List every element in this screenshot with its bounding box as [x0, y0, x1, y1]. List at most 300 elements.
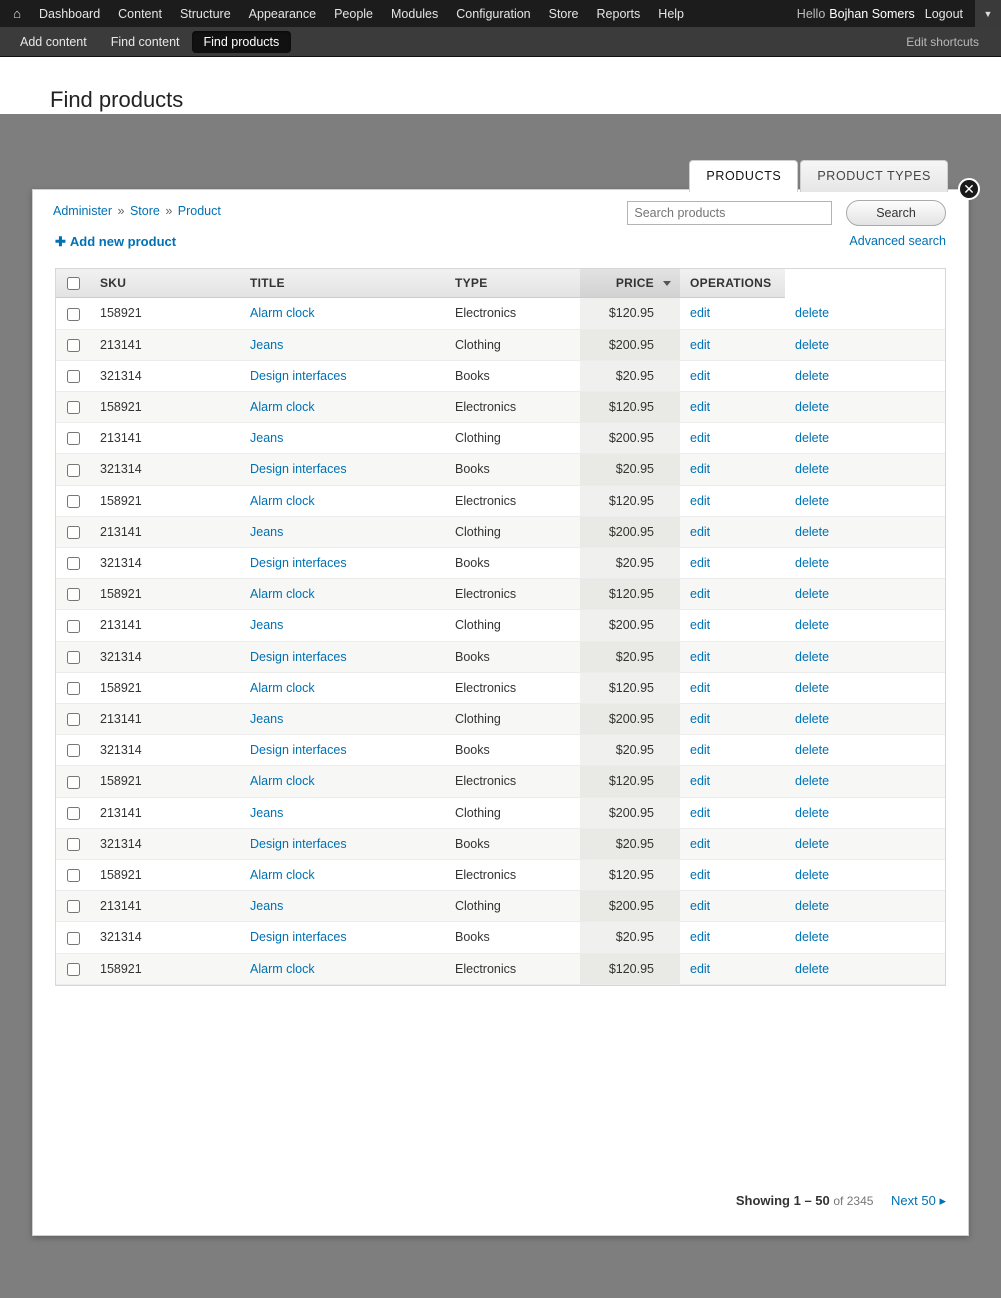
cell-edit: [680, 797, 785, 828]
tab-product-types[interactable]: PRODUCT TYPES: [800, 160, 948, 192]
cell-delete: [785, 610, 945, 641]
breadcrumb-administer[interactable]: Administer: [53, 204, 113, 218]
row-checkbox[interactable]: [67, 807, 80, 820]
cell-delete: [785, 423, 945, 454]
cell-edit: [680, 485, 785, 516]
breadcrumb-separator: »: [117, 204, 125, 218]
table-row: [56, 672, 945, 703]
product-title-link[interactable]: Jeans: [250, 618, 284, 633]
delete-link[interactable]: delete: [795, 930, 830, 945]
row-checkbox[interactable]: [67, 776, 80, 789]
product-title-link[interactable]: Alarm clock: [250, 400, 315, 415]
cell-price: $20.95: [580, 641, 680, 672]
cell-edit: [680, 610, 785, 641]
page-region: [0, 57, 1001, 1241]
cell-type: Books: [445, 828, 580, 859]
cell-price: $120.95: [580, 579, 680, 610]
shortcut-find-content[interactable]: Find content: [110, 34, 180, 49]
cell-title: [240, 485, 445, 516]
row-checkbox[interactable]: [67, 682, 80, 695]
cell-sku: 321314: [90, 547, 240, 578]
cell-edit: [680, 329, 785, 360]
table-row: [56, 454, 945, 485]
table-row: [56, 360, 945, 391]
delete-link[interactable]: delete: [795, 556, 830, 571]
toolbar-item-reports[interactable]: Reports: [596, 6, 641, 21]
product-title-link[interactable]: Alarm clock: [250, 961, 315, 976]
cell-sku: 158921: [90, 672, 240, 703]
table-head: [56, 269, 945, 298]
edit-link[interactable]: edit: [690, 836, 711, 851]
pager: [736, 1193, 946, 1209]
row-checkbox[interactable]: [67, 620, 80, 633]
row-checkbox[interactable]: [67, 838, 80, 851]
product-title-link[interactable]: Design interfaces: [250, 368, 347, 383]
search-button[interactable]: Search: [846, 200, 946, 226]
cell-price: $200.95: [580, 516, 680, 547]
delete-link[interactable]: delete: [795, 899, 830, 914]
delete-link[interactable]: delete: [795, 743, 830, 758]
chevron-down-icon[interactable]: ▼: [975, 0, 1001, 27]
row-select-cell: [56, 547, 90, 578]
cell-price: $20.95: [580, 735, 680, 766]
greeting-label: Hello: [796, 6, 826, 21]
cell-price: $20.95: [580, 360, 680, 391]
cell-type: Electronics: [445, 859, 580, 890]
cell-price: $200.95: [580, 423, 680, 454]
edit-link[interactable]: edit: [690, 774, 711, 789]
cell-type: Electronics: [445, 672, 580, 703]
table-row: [56, 735, 945, 766]
cell-type: Books: [445, 922, 580, 953]
cell-type: Clothing: [445, 797, 580, 828]
row-select-cell: [56, 360, 90, 391]
edit-link[interactable]: edit: [690, 712, 711, 727]
row-select-cell: [56, 423, 90, 454]
plus-icon: ✚: [55, 234, 66, 249]
cell-delete: [785, 516, 945, 547]
cell-edit: [680, 298, 785, 329]
row-checkbox[interactable]: [67, 651, 80, 664]
cell-type: Books: [445, 454, 580, 485]
product-title-link[interactable]: Design interfaces: [250, 556, 347, 571]
product-title-link[interactable]: Jeans: [250, 805, 284, 820]
cell-type: Electronics: [445, 298, 580, 329]
edit-link[interactable]: edit: [690, 462, 711, 477]
row-checkbox[interactable]: [67, 932, 80, 945]
advanced-search-link[interactable]: Advanced search: [849, 234, 946, 248]
row-select-cell: [56, 485, 90, 516]
cell-edit: [680, 516, 785, 547]
cell-edit: [680, 579, 785, 610]
cell-sku: 158921: [90, 579, 240, 610]
row-select-cell: [56, 766, 90, 797]
cell-edit: [680, 953, 785, 984]
table-body: [56, 298, 945, 984]
edit-link[interactable]: edit: [690, 618, 711, 633]
row-checkbox[interactable]: [67, 900, 80, 913]
row-select-cell: [56, 703, 90, 734]
table-row: [56, 891, 945, 922]
cell-delete: [785, 391, 945, 422]
edit-link[interactable]: edit: [690, 524, 711, 539]
row-checkbox[interactable]: [67, 526, 80, 539]
cell-edit: [680, 766, 785, 797]
cell-sku: 321314: [90, 454, 240, 485]
row-select-cell: [56, 579, 90, 610]
page-tabs: [687, 160, 948, 192]
edit-link[interactable]: edit: [690, 587, 711, 602]
cell-type: Clothing: [445, 610, 580, 641]
row-select-cell: [56, 953, 90, 984]
cell-sku: 321314: [90, 641, 240, 672]
delete-link[interactable]: delete: [795, 649, 830, 664]
cell-title: [240, 828, 445, 859]
cell-delete: [785, 766, 945, 797]
cell-delete: [785, 891, 945, 922]
cell-title: [240, 516, 445, 547]
edit-link[interactable]: edit: [690, 556, 711, 571]
cell-price: $120.95: [580, 298, 680, 329]
cell-edit: [680, 828, 785, 859]
edit-link[interactable]: edit: [690, 868, 711, 883]
cell-sku: 213141: [90, 423, 240, 454]
product-title-link[interactable]: Alarm clock: [250, 868, 315, 883]
table-row: [56, 797, 945, 828]
edit-link[interactable]: edit: [690, 493, 711, 508]
cell-title: [240, 922, 445, 953]
cell-delete: [785, 859, 945, 890]
edit-link[interactable]: edit: [690, 368, 711, 383]
delete-link[interactable]: delete: [795, 524, 830, 539]
edit-link[interactable]: edit: [690, 930, 711, 945]
row-checkbox[interactable]: [67, 308, 80, 321]
cell-edit: [680, 859, 785, 890]
delete-link[interactable]: delete: [795, 306, 830, 321]
pager-total: of 2345: [833, 1194, 874, 1208]
row-checkbox[interactable]: [67, 432, 80, 445]
cell-delete: [785, 485, 945, 516]
row-select-cell: [56, 329, 90, 360]
cell-delete: [785, 672, 945, 703]
cell-delete: [785, 329, 945, 360]
delete-link[interactable]: delete: [795, 462, 830, 477]
toolbar-item-help[interactable]: Help: [658, 6, 685, 21]
edit-link[interactable]: edit: [690, 400, 711, 415]
edit-link[interactable]: edit: [690, 805, 711, 820]
shortcut-find-products[interactable]: Find products: [192, 31, 292, 53]
delete-link[interactable]: delete: [795, 368, 830, 383]
cell-edit: [680, 703, 785, 734]
row-checkbox[interactable]: [67, 557, 80, 570]
cell-price: $200.95: [580, 703, 680, 734]
row-checkbox[interactable]: [67, 588, 80, 601]
product-title-link[interactable]: Alarm clock: [250, 493, 315, 508]
edit-link[interactable]: edit: [690, 649, 711, 664]
cell-type: Books: [445, 360, 580, 391]
row-checkbox[interactable]: [67, 713, 80, 726]
search-input[interactable]: [627, 201, 832, 225]
cell-edit: [680, 672, 785, 703]
cell-type: Clothing: [445, 891, 580, 922]
delete-link[interactable]: delete: [795, 587, 830, 602]
cell-sku: 213141: [90, 610, 240, 641]
cell-delete: [785, 298, 945, 329]
sort-descending-icon: [663, 281, 671, 286]
row-checkbox[interactable]: [67, 339, 80, 352]
table-row: [56, 859, 945, 890]
delete-link[interactable]: delete: [795, 712, 830, 727]
delete-link[interactable]: delete: [795, 805, 830, 820]
cell-sku: 213141: [90, 329, 240, 360]
cell-delete: [785, 703, 945, 734]
cell-type: Electronics: [445, 766, 580, 797]
cell-price: $20.95: [580, 828, 680, 859]
cell-type: Electronics: [445, 485, 580, 516]
column-header-price[interactable]: [580, 269, 680, 298]
edit-link[interactable]: edit: [690, 743, 711, 758]
table-row: [56, 953, 945, 984]
cell-edit: [680, 547, 785, 578]
edit-link[interactable]: edit: [690, 306, 711, 321]
cell-price: $200.95: [580, 797, 680, 828]
cell-title: [240, 797, 445, 828]
cell-title: [240, 423, 445, 454]
table-row: [56, 329, 945, 360]
delete-link[interactable]: delete: [795, 431, 830, 446]
table-row: [56, 641, 945, 672]
cell-sku: 321314: [90, 922, 240, 953]
search-area: [627, 200, 946, 248]
toolbar-item-content[interactable]: Content: [118, 6, 162, 21]
product-title-link[interactable]: Alarm clock: [250, 680, 315, 695]
delete-link[interactable]: delete: [795, 961, 830, 976]
product-title-link[interactable]: Jeans: [250, 524, 284, 539]
cell-price: $200.95: [580, 329, 680, 360]
cell-title: [240, 891, 445, 922]
cell-edit: [680, 922, 785, 953]
product-title-link[interactable]: Alarm clock: [250, 306, 315, 321]
table-row: [56, 610, 945, 641]
cell-sku: 158921: [90, 859, 240, 890]
row-select-cell: [56, 672, 90, 703]
cell-title: [240, 360, 445, 391]
row-checkbox[interactable]: [67, 495, 80, 508]
products-table: [56, 269, 945, 985]
cell-type: Books: [445, 641, 580, 672]
product-title-link[interactable]: Alarm clock: [250, 587, 315, 602]
product-title-link[interactable]: Alarm clock: [250, 774, 315, 789]
toolbar-item-structure[interactable]: Structure: [179, 6, 231, 21]
table-row: [56, 391, 945, 422]
select-all-checkbox[interactable]: [67, 277, 80, 290]
cell-price: $200.95: [580, 891, 680, 922]
cell-type: Electronics: [445, 953, 580, 984]
row-checkbox[interactable]: [67, 963, 80, 976]
product-title-link[interactable]: Jeans: [250, 712, 284, 727]
add-new-product-button[interactable]: [55, 234, 176, 250]
edit-link[interactable]: edit: [690, 680, 711, 695]
cell-delete: [785, 579, 945, 610]
edit-link[interactable]: edit: [690, 899, 711, 914]
edit-link[interactable]: edit: [690, 961, 711, 976]
edit-shortcuts-link[interactable]: Edit shortcuts: [906, 34, 979, 49]
cell-price: $120.95: [580, 953, 680, 984]
cell-title: [240, 953, 445, 984]
cell-title: [240, 672, 445, 703]
table-row: [56, 922, 945, 953]
breadcrumb-product[interactable]: Product: [177, 204, 221, 218]
cell-type: Clothing: [445, 516, 580, 547]
cell-price: $120.95: [580, 672, 680, 703]
table-header-row: [56, 269, 945, 298]
row-select-cell: [56, 454, 90, 485]
pager-next-link[interactable]: Next 50 ▸: [891, 1193, 946, 1208]
shortcut-add-content[interactable]: Add content: [20, 34, 87, 49]
cell-delete: [785, 797, 945, 828]
table-row: [56, 485, 945, 516]
cell-delete: [785, 547, 945, 578]
column-header-operations: OPERATIONS: [680, 269, 785, 298]
toolbar-item-modules[interactable]: Modules: [391, 6, 439, 21]
column-header-type[interactable]: TYPE: [445, 269, 580, 298]
table-row: [56, 766, 945, 797]
row-select-cell: [56, 298, 90, 329]
product-title-link[interactable]: Design interfaces: [250, 930, 347, 945]
toolbar-item-people[interactable]: People: [334, 6, 374, 21]
cell-edit: [680, 641, 785, 672]
row-select-cell: [56, 859, 90, 890]
cell-delete: [785, 953, 945, 984]
cell-sku: 213141: [90, 516, 240, 547]
cell-type: Electronics: [445, 579, 580, 610]
delete-link[interactable]: delete: [795, 400, 830, 415]
cell-price: $20.95: [580, 922, 680, 953]
cell-type: Clothing: [445, 329, 580, 360]
username-label[interactable]: Bojhan Somers: [829, 6, 915, 21]
cell-type: Electronics: [445, 391, 580, 422]
delete-link[interactable]: delete: [795, 493, 830, 508]
cell-sku: 213141: [90, 891, 240, 922]
cell-edit: [680, 891, 785, 922]
cell-type: Clothing: [445, 703, 580, 734]
table-row: [56, 547, 945, 578]
product-title-link[interactable]: Design interfaces: [250, 836, 347, 851]
pager-showing: Showing 1 – 50: [735, 1193, 830, 1208]
row-select-cell: [56, 641, 90, 672]
row-select-cell: [56, 797, 90, 828]
row-select-cell: [56, 922, 90, 953]
tab-products[interactable]: PRODUCTS: [689, 160, 798, 192]
row-checkbox[interactable]: [67, 869, 80, 882]
product-title-link[interactable]: Jeans: [250, 431, 284, 446]
cell-sku: 321314: [90, 360, 240, 391]
cell-title: [240, 641, 445, 672]
cell-sku: 158921: [90, 766, 240, 797]
column-header-price-label: PRICE: [615, 276, 654, 291]
cell-price: $120.95: [580, 391, 680, 422]
products-table-wrap: [55, 268, 946, 986]
product-title-link[interactable]: Jeans: [250, 899, 284, 914]
cell-edit: [680, 360, 785, 391]
cell-sku: 158921: [90, 485, 240, 516]
cell-sku: 213141: [90, 797, 240, 828]
toolbar-item-configuration[interactable]: Configuration: [456, 6, 531, 21]
delete-link[interactable]: delete: [795, 618, 830, 633]
page-title: Find products: [50, 87, 184, 112]
edit-link[interactable]: edit: [690, 431, 711, 446]
delete-link[interactable]: delete: [795, 680, 830, 695]
cell-edit: [680, 454, 785, 485]
overlay-panel: [32, 181, 975, 1236]
row-select-cell: [56, 828, 90, 859]
breadcrumb-separator: »: [165, 204, 173, 218]
home-icon[interactable]: ⌂: [13, 6, 21, 21]
table-row: [56, 828, 945, 859]
delete-link[interactable]: delete: [795, 836, 830, 851]
toolbar-item-appearance[interactable]: Appearance: [248, 6, 317, 21]
row-checkbox[interactable]: [67, 464, 80, 477]
edit-link[interactable]: edit: [690, 337, 711, 352]
toolbar-item-store[interactable]: Store: [548, 6, 579, 21]
product-title-link[interactable]: Design interfaces: [250, 462, 347, 477]
cell-delete: [785, 454, 945, 485]
select-all-header: [56, 269, 90, 298]
cell-edit: [680, 391, 785, 422]
column-header-sku[interactable]: SKU: [90, 269, 240, 298]
page-header: [0, 57, 1001, 147]
cell-delete: [785, 360, 945, 391]
cell-edit: [680, 735, 785, 766]
close-icon[interactable]: ✕: [958, 178, 980, 200]
cell-sku: 158921: [90, 298, 240, 329]
cell-title: [240, 454, 445, 485]
add-new-product-label: Add new product: [69, 234, 177, 249]
cell-title: [240, 703, 445, 734]
table-row: [56, 703, 945, 734]
row-checkbox[interactable]: [67, 401, 80, 414]
row-checkbox[interactable]: [67, 744, 80, 757]
delete-link[interactable]: delete: [795, 868, 830, 883]
cell-sku: 158921: [90, 953, 240, 984]
cell-title: [240, 547, 445, 578]
cell-price: $20.95: [580, 547, 680, 578]
product-title-link[interactable]: Jeans: [250, 337, 284, 352]
table-row: [56, 516, 945, 547]
cell-sku: 321314: [90, 828, 240, 859]
row-select-cell: [56, 516, 90, 547]
cell-title: [240, 329, 445, 360]
delete-link[interactable]: delete: [795, 337, 830, 352]
breadcrumb-store[interactable]: Store: [129, 204, 160, 218]
shortcut-bar: [0, 27, 1001, 57]
toolbar-item-dashboard[interactable]: Dashboard: [39, 6, 101, 21]
row-select-cell: [56, 610, 90, 641]
cell-sku: 321314: [90, 735, 240, 766]
row-checkbox[interactable]: [67, 370, 80, 383]
cell-title: [240, 735, 445, 766]
row-select-cell: [56, 735, 90, 766]
cell-delete: [785, 922, 945, 953]
product-title-link[interactable]: Design interfaces: [250, 649, 347, 664]
product-title-link[interactable]: Design interfaces: [250, 743, 347, 758]
logout-link[interactable]: Logout: [924, 6, 963, 21]
column-header-title[interactable]: TITLE: [240, 269, 445, 298]
cell-sku: 158921: [90, 391, 240, 422]
cell-delete: [785, 735, 945, 766]
cell-title: [240, 298, 445, 329]
delete-link[interactable]: delete: [795, 774, 830, 789]
